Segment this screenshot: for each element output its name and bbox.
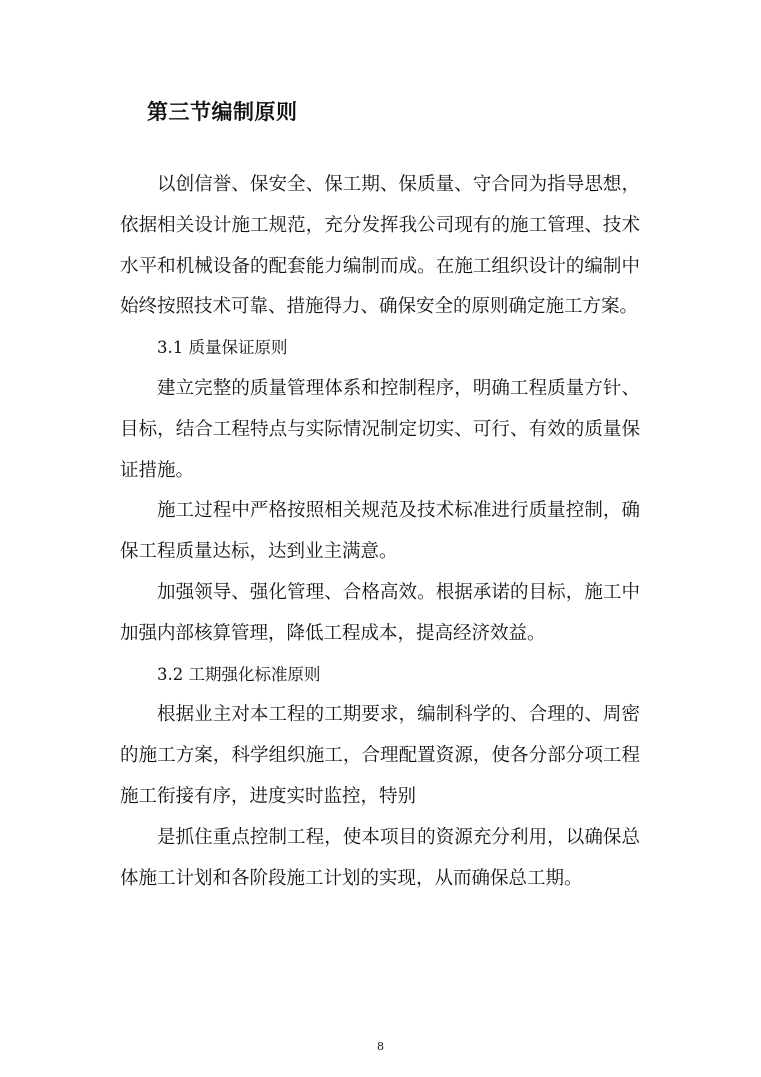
section-title: 第三节编制原则 xyxy=(147,99,298,124)
body-text xyxy=(120,165,640,899)
schedule-paragraph-2: 是抓住重点控制工程，使本项目的资源充分利用，以确保总体施工计划和各阶段施工计划的实现，从而确保总工期。 xyxy=(120,826,640,889)
subsection-3-2-title: 3.2 工期强化标准原则 xyxy=(157,664,321,684)
page-number: 8 xyxy=(377,1040,384,1053)
schedule-paragraph-1: 根据业主对本工程的工期要求，编制科学的、合理的、周密的施工方案，科学组织施工，合理配置资源，使各分部分项工程施工衔接有序，进度实时监控，特别 xyxy=(120,704,640,807)
quality-paragraph-2: 施工过程中严格按照相关规范及技术标准进行质量控制，确保工程质量达标，达到业主满意。 xyxy=(120,500,640,563)
subsection-3-1-title: 3.1 质量保证原则 xyxy=(157,338,288,358)
quality-paragraph-3: 加强领导、强化管理、合格高效。根据承诺的目标，施工中加强内部核算管理，降低工程成本，提高经济效益。 xyxy=(120,581,640,644)
intro-paragraph: 以创信誉、保安全、保工期、保质量、守合同为指导思想，依据相关设计施工规范，充分发挥我公司现有的施工管理、技术水平和机械设备的配套能力编制而成。在施工组织设计的编制中始终按照技术可靠、措施得力、确保安全的原则确定施工方案。 xyxy=(120,174,640,318)
quality-paragraph-1: 建立完整的质量管理体系和控制程序，明确工程质量方针、目标，结合工程特点与实际情况制定切实、可行、有效的质量保证措施。 xyxy=(120,377,640,481)
